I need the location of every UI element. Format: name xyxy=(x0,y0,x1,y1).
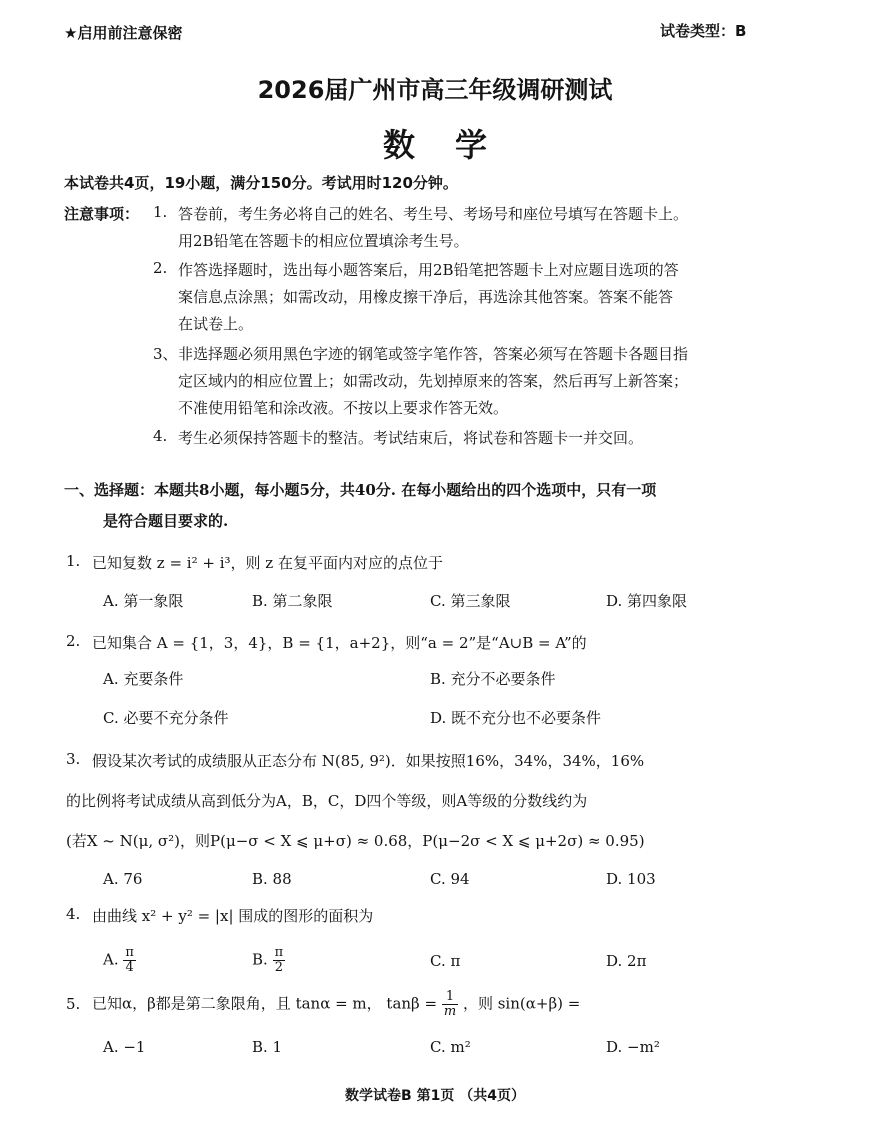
q1-option-b: B. 第二象限 xyxy=(252,592,333,610)
notice-1-line-2: 用2B铅笔在答题卡的相应位置填涂考生号。 xyxy=(178,232,469,250)
notice-2-line-2: 案信息点涂黑；如需改动，用橡皮擦干净后，再选涂其他答案。答案不能答 xyxy=(178,288,674,306)
notice-1-line-1: 答卷前，考生务必将自己的姓名、考生号、考场号和座位号填写在答题卡上。 xyxy=(178,205,689,223)
section-1-heading: 一、选择题：本题共8小题，每小题5分，共40分. 在每小题给出的四个选项中，只有一项 xyxy=(64,481,657,499)
q3-option-b: B. 88 xyxy=(252,870,292,888)
q1-option-a: A. 第一象限 xyxy=(103,592,184,610)
q3-option-d: D. 103 xyxy=(606,870,656,888)
notice-label: 注意事项： xyxy=(64,205,140,223)
q3-line-2: 的比例将考试成绩从高到低分为A，B，C，D四个等级，则A等级的分数线约为 xyxy=(66,792,588,810)
q4-option-c: C. π xyxy=(430,952,461,970)
q5-stem-pre: 已知α，β都是第二象限角，且 tanα = m， tanβ = xyxy=(92,994,438,1013)
q4-option-b xyxy=(252,946,285,975)
q3-option-a: A. 76 xyxy=(103,870,143,888)
notice-3-line-3: 不准使用铅笔和涂改液。不按以上要求作答无效。 xyxy=(178,399,509,417)
q2-option-a: A. 充要条件 xyxy=(103,670,184,688)
q5-stem xyxy=(92,990,580,1019)
notice-2-line-1: 作答选择题时，选出每小题答案后，用2B铅笔把答题卡上对应题目选项的答 xyxy=(178,261,679,279)
notice-3-line-2: 定区域内的相应位置上；如需改动，先划掉原来的答案，然后再写上新答案； xyxy=(178,372,689,390)
page-footer: 数学试卷B 第1页 （共4页） xyxy=(345,1088,525,1104)
confidential-label: ★启用前注意保密 xyxy=(64,24,183,42)
q4-option-b-fraction xyxy=(273,946,286,975)
q5-option-d: D. −m² xyxy=(606,1038,660,1056)
q5-stem-post: ，则 sin(α+β) = xyxy=(462,994,581,1013)
q3-line-3: (若X ~ N(μ, σ²)，则P(μ−σ < X ⩽ μ+σ) ≈ 0.68，P(μ−2σ < X ⩽ μ+2σ) ≈ 0.95) xyxy=(66,832,645,850)
q4-option-b-numerator: π xyxy=(274,945,284,960)
q4-option-a-numerator: π xyxy=(125,945,134,960)
exam-summary: 本试卷共4页，19小题，满分150分。考试用时120分钟。 xyxy=(64,174,458,192)
q5-tan-beta-fraction xyxy=(442,990,458,1019)
q5-fraction-numerator: 1 xyxy=(442,990,458,1005)
notice-4-line-1: 考生必须保持答题卡的整洁。考试结束后，将试卷和答题卡一并交回。 xyxy=(178,429,644,447)
q4-option-a-fraction xyxy=(123,946,136,975)
q4-option-b-label: B. xyxy=(252,950,268,969)
q1-number: 1. xyxy=(66,552,81,570)
paper-type-label: 试卷类型：B xyxy=(660,22,747,40)
q4-option-a xyxy=(103,946,136,975)
q4-option-d: D. 2π xyxy=(606,952,647,970)
notice-2-number: 2. xyxy=(153,259,168,277)
q1-option-c: C. 第三象限 xyxy=(430,592,511,610)
q4-number: 4. xyxy=(66,905,81,923)
notice-2-line-3: 在试卷上。 xyxy=(178,315,254,333)
notice-3-line-1: 非选择题必须用黑色字迹的钢笔或签字笔作答，答案必须写在答题卡各题目指 xyxy=(178,345,689,363)
notice-1-number: 1. xyxy=(153,203,168,221)
q4-option-a-denominator: 4 xyxy=(125,960,134,975)
q1-option-d: D. 第四象限 xyxy=(606,592,688,610)
q4-option-a-label: A. xyxy=(103,950,119,969)
q2-number: 2. xyxy=(66,632,81,650)
q2-option-b: B. 充分不必要条件 xyxy=(430,670,556,688)
q1-stem: 已知复数 z = i² + i³，则 z 在复平面内对应的点位于 xyxy=(92,554,443,572)
q4-stem: 由曲线 x² + y² = |x| 围成的图形的面积为 xyxy=(92,907,374,925)
q3-number: 3. xyxy=(66,750,81,768)
q2-option-c: C. 必要不充分条件 xyxy=(103,709,229,727)
q5-option-a: A. −1 xyxy=(103,1038,146,1056)
q2-stem: 已知集合 A = {1，3，4}，B = {1，a+2}，则“a = 2”是“A∪B = A”的 xyxy=(92,634,587,652)
notice-4-number: 4. xyxy=(153,427,168,445)
q4-option-b-denominator: 2 xyxy=(274,960,283,975)
q5-fraction-denominator: m xyxy=(443,1004,457,1019)
q5-option-c: C. m² xyxy=(430,1038,471,1056)
q5-option-b: B. 1 xyxy=(252,1038,283,1056)
q3-line-1: 假设某次考试的成绩服从正态分布 N(85, 9²)．如果按照16%，34%，34%，16% xyxy=(92,752,645,770)
q5-number: 5. xyxy=(66,995,81,1013)
exam-title: 2026届广州市高三年级调研测试 xyxy=(257,76,613,104)
subject-title: 数学 xyxy=(382,126,527,164)
q2-option-d: D. 既不充分也不必要条件 xyxy=(430,709,602,727)
q3-option-c: C. 94 xyxy=(430,870,470,888)
notice-3-number: 3、 xyxy=(153,345,178,363)
section-1-heading-cont: 是符合题目要求的. xyxy=(103,512,229,530)
